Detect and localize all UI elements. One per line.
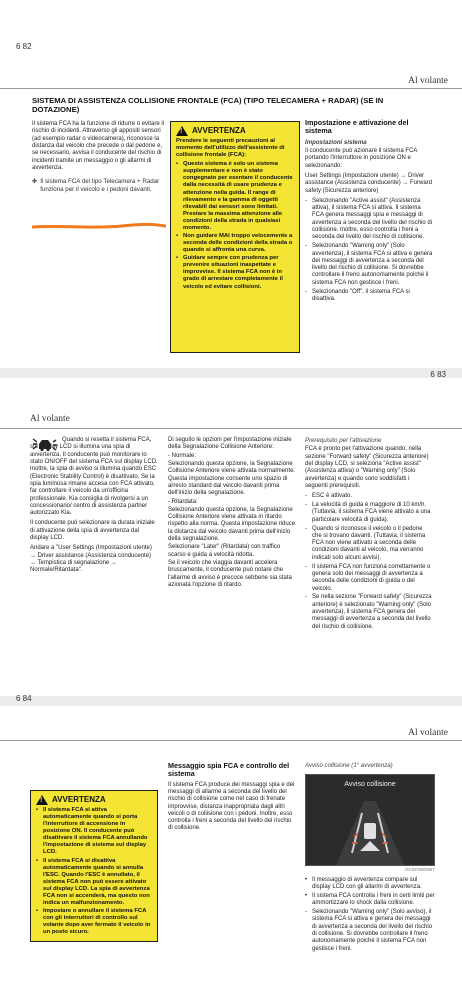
page-number: 6 82 [16, 42, 32, 51]
warning-title: AVVERTENZA [192, 126, 246, 136]
later-advice-text: Selezionare "Later" (Ritardata) con traffico scarso e guida a velocità ridotta. [168, 544, 281, 558]
warning-box [30, 790, 158, 942]
option-normal-text: Selezionando questa opzione, la Segnalazione Collisione Anteriore viene attivata normalmente. Questa impostazione consente uno spazio di arresto standard dal veicolo davanti prima dell'inizio della segnalazione. [168, 460, 296, 497]
settings-intro: Il conducente può azionare il sistema FCA portando l'interruttore in posizione ON e selezionando: [305, 147, 418, 169]
settings-column [305, 119, 433, 305]
intro-text: Il sistema FCA ha la funzione di ridurre o evitare il rischio di incidenti. Attraverso gli appositi sensori (ad esempio radar o videocamera), riconosce la distanza dal veicolo che precede o dal pedone e, se necessario, avvisa il conducente del rischio di incidenti tramite un messaggio o gli allarmi di avvertenza. [32, 121, 165, 171]
reset-text: Quando si resetta il sistema FCA, sul display LCD si illumina una spia di avvertenza. Il conducente può monitorare lo stato ON/OFF del sistema FCA sul display LCD. Inoltre, la spia di avviso si illumina quando ESC (Electronic Stability Control) è disattivato. Se la spia luminosa rimane accesa con FCA attivato, far controllare il veicolo da un'officina professionale. Kia consiglia di rivolgersi a un concessionario/ centro di assistenza partner autorizzato Kia. [30, 437, 158, 517]
page3-column-2 [168, 762, 296, 836]
page-number: 6 83 [430, 370, 446, 379]
warning-item: • Questo sistema è solo un sistema supplementare e non è stato congegnato per esentare il conducente dalla necessità di usare prudenza e attenzione nella guida. Il range di rilevamento e la gamma di oggetti rilevabili dai sensori sono limitati. Prestare la massima attenzione alle condizioni della strada in qualsiasi momento. [176, 161, 295, 232]
warning-box [170, 121, 300, 353]
lcd-message: Avviso collisione [344, 781, 396, 789]
warning-item: • Guidare sempre con prudenza per prevenire situazioni inaspettate e improvvise. Il sistema FCA non è in grado di arrestare completamente il veicolo ed evitare collisioni. [176, 255, 295, 290]
note-text: Il sistema FCA del tipo Telecamera + Radar funziona per il veicolo e i pedoni davanti. [40, 178, 160, 193]
header-rule [0, 428, 462, 429]
warning-triangle-icon [176, 126, 188, 136]
road-car-icon [306, 793, 434, 865]
collision-warning-title: Avviso collisione (1° avvertenza) [305, 762, 393, 769]
settings-option: - Selezionando "Off", il sistema FCA si disattiva. [305, 289, 433, 304]
lcd-display-illustration [305, 774, 435, 866]
warning-header [36, 795, 153, 805]
warning-triangle-icon [36, 795, 48, 805]
duration-text: Il conducente può selezionare la durata iniziale di attivazione della spia di avvertenza dal display LCD. [30, 520, 155, 542]
prerequisite-item: - Il sistema FCA non funziona correttamente o genera solo dei messaggi di avvertenza a seconda delle condizioni di guida o del veicolo. [305, 564, 433, 593]
section-label: Al volante [408, 728, 448, 738]
warning-item: • Non guidare MAI troppo velocemente a seconda delle condizioni della strada o quando si affronta una curva. [176, 233, 295, 254]
manual-page-82 [0, 0, 462, 368]
collision-warning-item: • Il messaggio di avvertenza compare sul display LCD con gli allarmi di avvertenza. [305, 877, 435, 892]
spia-text: Il sistema FCA produce dei messaggi spia e dei messaggi di allarme a seconda del livello del rischio di collisione come nel caso di frenate improvvise, distanza inappropriata dagli altri veicoli o di collisione con i pedoni. Inoltre, esso controlla i freni a seconda del livello del rischio di collisione. [168, 781, 295, 832]
settings-option: - Selezionando "Warning only" (Solo avvertenza), il sistema FCA si attiva e genera dei messaggi di avvertenza a seconda del livello del rischio di collisione. Si dovrebbe controllare il freno autonomamente poiché il sistema FCA non gestisce i freni. [305, 243, 433, 287]
section-label: Al volante [408, 76, 448, 86]
prerequisite-item: - ESC è attivato. [305, 493, 433, 500]
warning-header [176, 126, 295, 136]
timing-path-text: Andare a "User Settings (Impostazioni utente) → Driver assistance (Assistenza conducente) → Tempistica di segnalazione → Normale/Ritardata". [30, 545, 152, 574]
image-code: OCDO59009IT [404, 867, 435, 873]
page2-column-3 [305, 437, 433, 632]
section-label: Al volante [30, 414, 70, 424]
settings-title: Impostazione e attivazione del sistema [305, 118, 409, 136]
page2-column-2 [168, 437, 296, 592]
prerequisite-item: - Se nella sezione "Forward safety" (Sicurezza anteriore) è selezionato "Warning only" (Solo avvertenza), il sistema FCA genera dei messaggi di avvertenza a seconda del livello del rischio di collisione. [305, 594, 433, 631]
note-symbol-icon: ✤ [32, 178, 38, 186]
page-title: SISTEMA DI ASSISTENZA COLLISIONE FRONTALE (FCA) (TIPO TELECAMERA + RADAR) (SE IN DOTAZIONE) [32, 96, 384, 114]
prerequisite-intro: FCA è pronto per l'attivazione quando, nella sezione "Forward safety" (Sicurezza anteriore) del display LCD, si seleziona "Active assist" (Assistenza attiva) o "Warning only" (Solo avvertenza) e quando sono soddisfatti i seguenti prerequisiti. [305, 446, 429, 489]
warning-item: • Il sistema FCA si attiva automaticamente quando si porta l'interruttore di accensione in posizione ON. Il conducente può disattivare il sistema FCA annullando l'impostazione di sistema sul display LCD. [36, 807, 153, 857]
option-delayed-text: Selezionando questa opzione, la Segnalazione Collisione Anteriore viene attivata in ritardo rispetto alla norma. Questa impostazione riduce la distanza dal veicolo davanti prima dell'inizio della segnalazione. [168, 506, 296, 543]
page2-column-1 [30, 437, 158, 578]
early-alarm-text: Se il veicolo che viaggia davanti accelera bruscamente, il conducente può notare che l'allarme di avviso è precoce sebbene sia stata azionata l'opzione di ritardo. [168, 560, 292, 588]
settings-path: User Settings (Impostazioni utente) → Driver assistance (Assistenza conducente) → Forward safety (Sicurezza anteriore) [305, 172, 433, 194]
intro-column [32, 121, 166, 193]
warning-item: • Impostare o annullare il sistema FCA con gli interruttori di controllo sul volante dopo aver fermato il veicolo in un posto sicuro. [36, 908, 153, 936]
warning-title: AVVERTENZA [52, 795, 106, 805]
page3-column-3 [305, 762, 435, 955]
header-rule [0, 88, 462, 89]
options-intro: Di seguito le opzioni per l'impostazione iniziale della Segnalazione Collisione Anteriore: [168, 437, 292, 451]
prerequisite-item: - Quando si riconosce il veicolo o il pedone che si trovano davanti. (Tuttavia, il sistema FCA non viene attivato a seconda delle condizioni davanti al veicolo, ma verranno indicati solo alcuni avvisi). [305, 526, 433, 563]
spia-title: Messaggio spia FCA e controllo del sistema [168, 761, 290, 779]
warning-item: • Il sistema FCA si disattiva automaticamente quando si annulla l'ESC. Quando l'ESC è annullato, il sistema FCA non può essere attivato sul display LCD. La spia di avvertenza FCA non si accenderà, ma questo non indica un malfunzionamento. [36, 858, 153, 908]
note [32, 178, 166, 193]
option-delayed-label: - Ritardata: [168, 498, 198, 505]
warning-intro: Prendere le seguenti precauzioni al momento dell'utilizzo dell'assistente di collisione frontale (FCA): [176, 138, 285, 159]
settings-subtitle: Impostazioni sistema [305, 138, 367, 146]
page-number: 6 84 [16, 694, 32, 703]
orange-underline-mark [32, 222, 166, 230]
prerequisite-title: Prerequisito per l'attivazione [305, 437, 382, 444]
prerequisite-item: - La velocità di guida è maggiore di 10 km/h. (Tuttavia, il sistema FCA viene attivato a una particolare velocità di guida). [305, 502, 433, 524]
collision-warning-item: - Selezionando "Warning only" (Solo avviso), il sistema FCA si attiva e genera dei messaggi di avvertenza a seconda del livello del rischio di collisione. Si dovrebbe controllare il freno autonomamente poiché il sistema FCA non gestisce i freni. [305, 909, 435, 953]
settings-option: - Selezionando "Active assist" (Assistenza attiva), il sistema FCA si attiva. Il sistema FCA genera messaggi spia e messaggi di avvertenza a seconda del livello del rischio di collisione. Inoltre, esso controlla i freni a seconda del livello del rischio di collisione. [305, 198, 433, 242]
option-normal-label: - Normale: [168, 452, 197, 459]
collision-warning-item: • Il sistema FCA controlla i freni in certi limiti per ammortizzare lo shock dalla collisione. [305, 893, 435, 908]
header-rule [0, 740, 462, 741]
